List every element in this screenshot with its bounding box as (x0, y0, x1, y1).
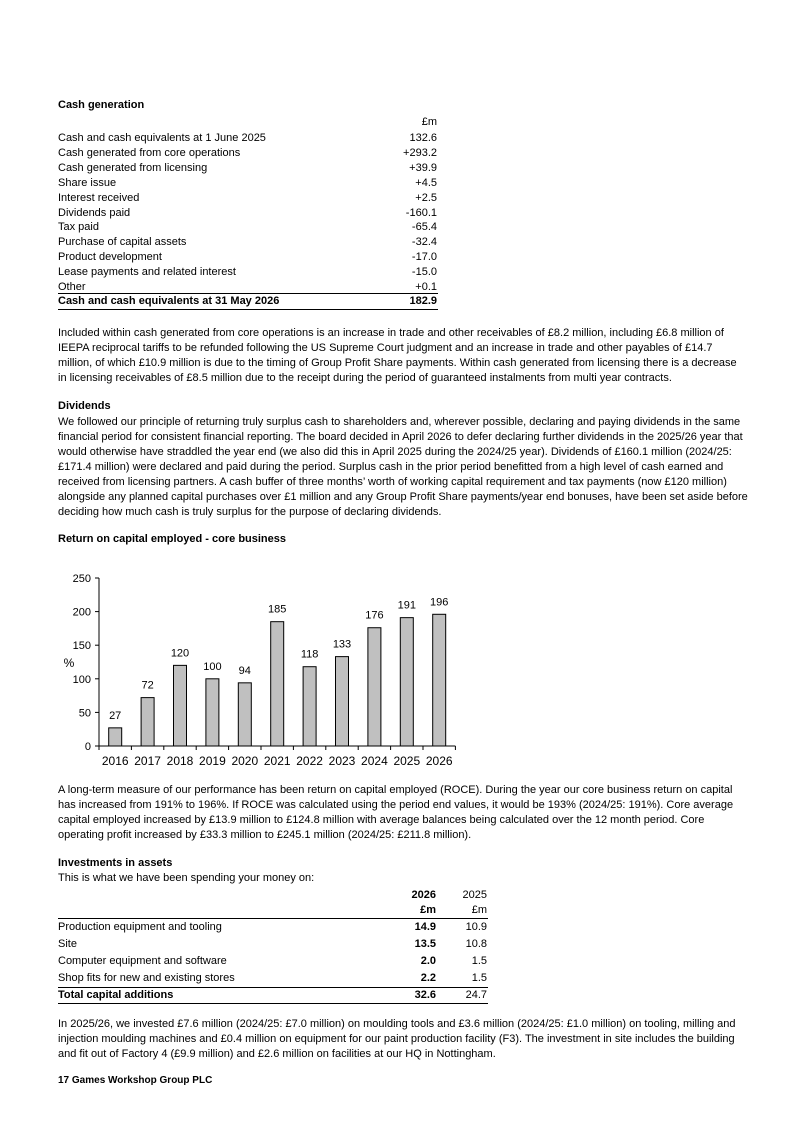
cash-row (58, 206, 438, 221)
chart-data-label: 72 (141, 679, 154, 692)
chart-data-label: 133 (332, 638, 352, 651)
investments-total-row (58, 988, 488, 1003)
investments-row-2026: 2.0 (420, 955, 436, 967)
cash-row (58, 220, 438, 235)
chart-bar-2026 (433, 614, 446, 746)
investments-row-label: Computer equipment and software (58, 955, 227, 967)
investments-row-label: Production equipment and tooling (58, 921, 222, 933)
cash-row-label: Cash generated from core operations (58, 146, 241, 159)
chart-data-label: 27 (109, 709, 122, 722)
chart-x-tick-label: 2026 (425, 754, 453, 768)
investments-row (58, 937, 488, 952)
cash-row-label: Dividends paid (58, 206, 131, 219)
cash-row-label: Product development (58, 251, 162, 264)
dividends-heading: Dividends (58, 400, 111, 412)
cash-row-value: +4.5 (415, 176, 437, 189)
cash-unit-header: £m (421, 116, 437, 128)
dividends-paragraph: We followed our principle of returning truly surplus cash to shareholders and, wherever possible, declaring and paying dividends in the same financial period for consistent financial reporting. The board decided in April 2026 to defer declaring further dividends in the 2025/26 year that would otherwise have straddled the year end (we also did this in April 2025 during the 2024/25 year). Dividends of £160.1 million (2024/25: £171.4 million) were declared and paid during the period. Surplus cash in the prior period benefitted from a high level of cash earned and received from licensing partners. A cash buffer of three months’ worth of working capital requirement and tax payments (now £120 million) alongside any planned capital purchases over £1 million and any Group Profit Share payments/year end bonuses, have been set aside before deciding how much cash is truly surplus for the purpose of declaring dividends. (58, 416, 748, 518)
chart-x-tick-labels (102, 754, 453, 768)
investments-row (58, 954, 488, 969)
investments-row-2026: 2.2 (420, 972, 436, 984)
chart-x-tick-label: 2018 (166, 754, 194, 768)
cash-row-value: -160.1 (405, 206, 437, 219)
cash-row (58, 161, 438, 176)
cash-row-label: Cash generated from licensing (58, 161, 208, 174)
chart-bar-2023 (336, 657, 349, 746)
roce-heading: Return on capital employed - core business (58, 533, 286, 545)
chart-y-tick-label: 0 (84, 741, 91, 753)
investments-row (58, 920, 488, 935)
chart-data-label: 118 (300, 648, 319, 661)
chart-x-tick-label: 2020 (231, 754, 259, 768)
chart-x-tick-label: 2019 (199, 754, 226, 768)
cash-row (58, 235, 438, 250)
chart-y-tick-label: 150 (72, 640, 91, 653)
cash-row (58, 265, 438, 280)
chart-bar-2020 (238, 683, 251, 746)
cash-row (58, 176, 438, 191)
chart-data-label: 100 (203, 660, 222, 673)
col-2026-year: 2026 (411, 889, 436, 901)
chart-y-tick-label: 250 (72, 573, 91, 585)
investments-row-2026: 13.5 (414, 938, 436, 950)
cash-row-value: -17.0 (411, 251, 437, 264)
col-2026-unit: £m (420, 904, 436, 916)
cash-paragraph: Included within cash generated from core operations is an increase in trade and other receivables of £8.2 million, including £6.8 million of IEEPA reciprocal tariffs to be refunded following the US Supreme Court judgment and an increase in trade and other payables of £14.7 million, of which £10.9 million is due to the timing of Group Profit Share payments. Within cash generated from licensing there is a decrease in licensing receivables of £8.5 million due to the receipt during the period of guaranteed instalments from multi year contracts. (58, 327, 737, 384)
chart-y-tick-label: 50 (78, 707, 91, 720)
investments-row-label: Shop fits for new and existing stores (58, 972, 235, 984)
investments-heading: Investments in assets (58, 857, 173, 869)
cash-row-value: 132.6 (409, 132, 437, 144)
cash-row-value: -65.4 (411, 221, 437, 234)
col-2025-year: 2025 (462, 889, 487, 901)
investments-intro: This is what we have been spending your money on: (58, 872, 315, 884)
cash-row (58, 250, 438, 265)
investments-row-2025: 10.8 (465, 938, 487, 950)
roce-bar-chart (40, 565, 470, 775)
investments-total-2025: 24.7 (465, 989, 487, 1001)
cash-row-label: Share issue (58, 176, 117, 189)
cash-row-value: -32.4 (411, 236, 437, 249)
investments-row-2025: 10.9 (465, 921, 487, 933)
cash-row-label: Other (58, 281, 86, 293)
cash-row-label: Tax paid (58, 221, 99, 234)
cash-generation-heading: Cash generation (58, 99, 145, 111)
chart-data-label: 176 (365, 609, 384, 622)
chart-y-axis-label: % (63, 656, 75, 670)
cash-total-underline (58, 309, 438, 310)
cash-row-label: Purchase of capital assets (58, 236, 187, 249)
chart-bar-2024 (368, 628, 381, 746)
chart-x-tick-label: 2024 (361, 754, 388, 768)
cash-total-label: Cash and cash equivalents at 31 May 2026 (58, 295, 280, 307)
cash-total-row (58, 294, 438, 309)
cash-row-value: +2.5 (415, 191, 437, 204)
cash-total-value: 182.9 (409, 295, 437, 307)
chart-bar-2017 (141, 698, 154, 746)
investments-row-2025: 1.5 (471, 972, 487, 984)
cash-row-value: -15.0 (411, 266, 437, 279)
cash-row-value: +0.1 (415, 281, 437, 293)
cash-row-value: +39.9 (409, 161, 437, 174)
cash-row (58, 191, 438, 206)
cash-row-value: +293.2 (403, 146, 437, 159)
cash-row-label: Cash and cash equivalents at 1 June 2025 (58, 132, 266, 144)
chart-y-tick-label: 100 (72, 673, 91, 686)
chart-x-tick-label: 2025 (393, 754, 421, 768)
chart-bar-2022 (303, 667, 316, 746)
chart-bar-2016 (109, 728, 122, 746)
investments-row-2025: 1.5 (471, 955, 487, 967)
col-2025-unit: £m (471, 904, 487, 916)
chart-x-tick-label: 2021 (263, 754, 291, 768)
chart-data-label: 191 (397, 599, 416, 612)
chart-data-label: 196 (430, 596, 449, 609)
investments-header-divider (58, 918, 488, 919)
chart-data-label: 94 (238, 664, 251, 677)
chart-x-tick-label: 2016 (101, 754, 129, 768)
chart-bar-2018 (174, 665, 187, 746)
chart-bar-2019 (206, 679, 219, 746)
chart-x-tick-label: 2023 (328, 754, 356, 768)
chart-bar-2021 (271, 622, 284, 746)
roce-paragraph: A long-term measure of our performance has been return on capital employed (ROCE). During the year our core business return on capital has increased from 191% to 196%. If ROCE was calculated using the period end values, it would be 193% (2024/25: 191%). Core average capital employed increased by £13.9 million to £124.8 million with average balances being calculated over the 12 month period. Core operating profit increased by £33.3 million to £245.1 million (2024/25: £211.8 million). (58, 784, 734, 841)
chart-data-label: 185 (268, 603, 287, 616)
investments-row-label: Site (58, 938, 77, 950)
chart-bars (109, 614, 446, 746)
investments-paragraph: In 2025/26, we invested £7.6 million (2024/25: £7.0 million) on moulding tools and £3.6 million (2024/25: £1.0 million) on tooling, milling and injection moulding machines and £0.4 million on equipment for our paint production facility (F3). The investment in site includes the building and fit out of Factory 4 (£9.9 million) and £2.6 million on facilities at our HQ in Nottingham. (58, 1018, 736, 1060)
investments-row-2026: 14.9 (414, 921, 436, 933)
chart-x-tick-label: 2022 (296, 754, 323, 768)
investments-total-2026: 32.6 (414, 989, 436, 1001)
chart-bar-2025 (400, 618, 413, 746)
cash-row (58, 131, 438, 146)
cash-row (58, 146, 438, 161)
investments-total-label: Total capital additions (58, 989, 174, 1001)
page-footer: 17 Games Workshop Group PLC (58, 1075, 213, 1086)
chart-y-tick-label: 200 (72, 606, 91, 619)
investments-total-underline (58, 1003, 488, 1004)
investments-row (58, 971, 488, 986)
cash-row-label: Interest received (58, 191, 140, 204)
cash-row-label: Lease payments and related interest (58, 266, 236, 279)
chart-x-tick-label: 2017 (134, 754, 161, 768)
chart-data-label: 120 (170, 647, 190, 660)
